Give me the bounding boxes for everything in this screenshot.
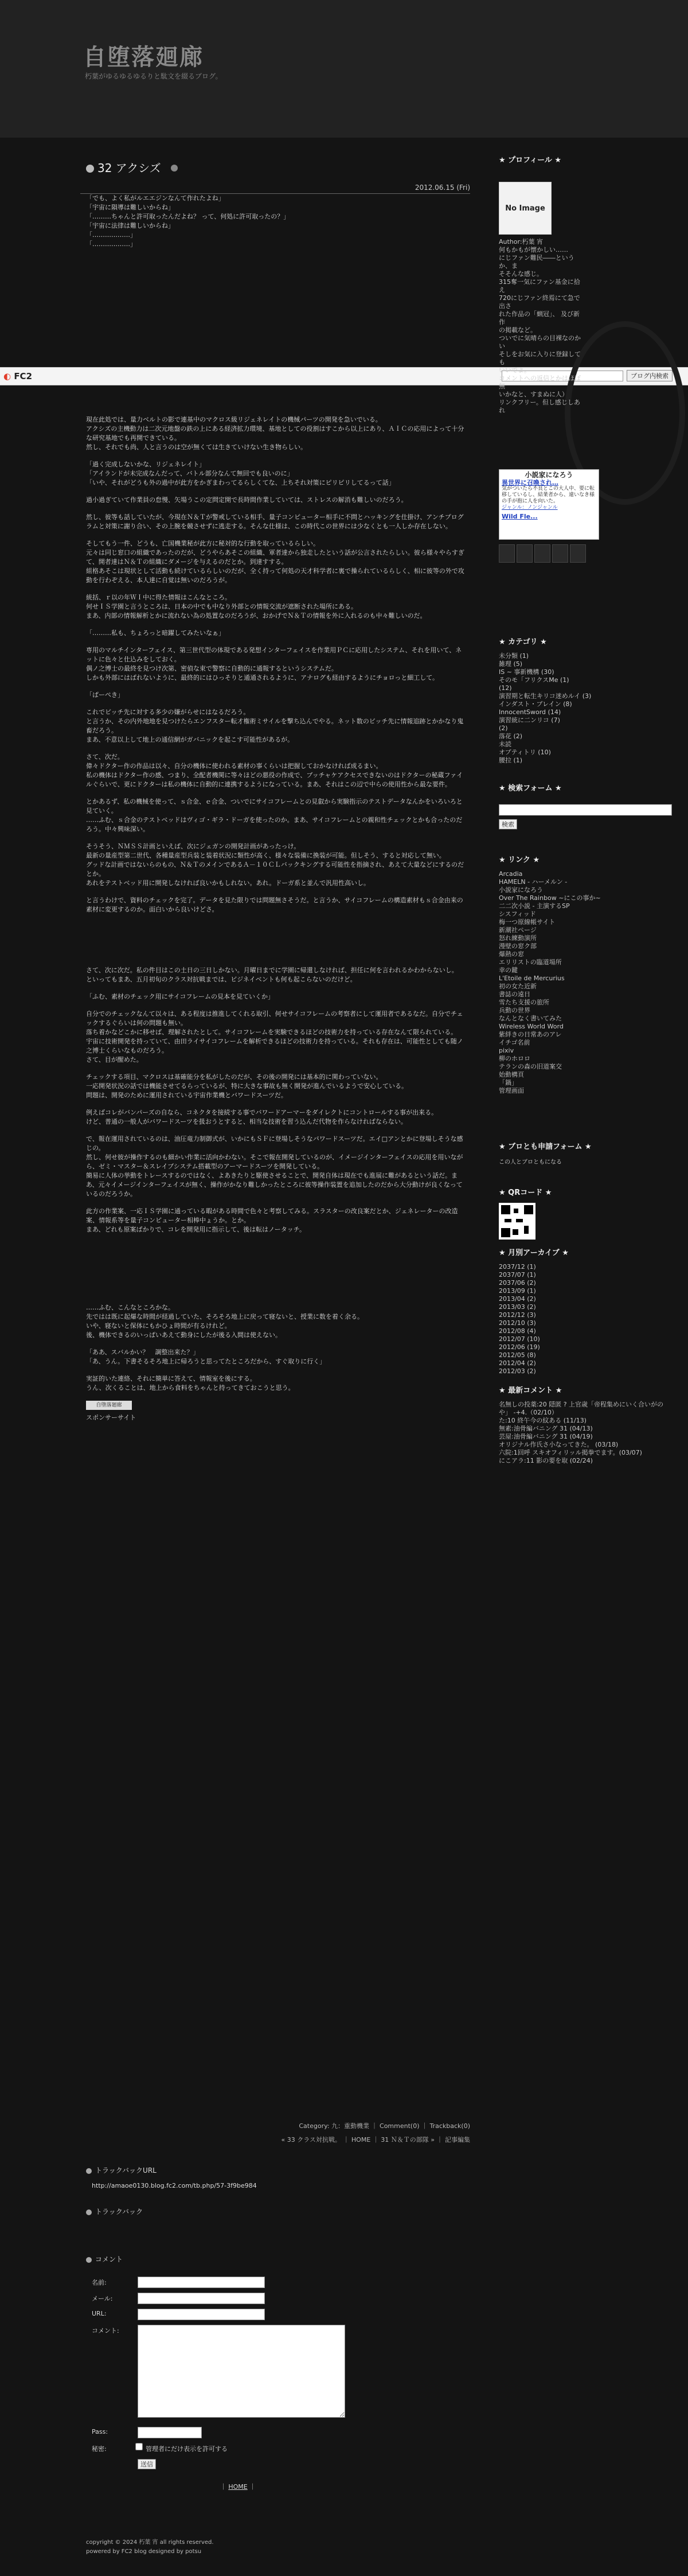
archive-item[interactable]: 2012/06 (19) xyxy=(499,1343,540,1351)
comment-textarea[interactable] xyxy=(138,2325,345,2418)
archive-item[interactable]: 2013/04 (2) xyxy=(499,1295,536,1303)
fc2-logo-icon: ◐ xyxy=(3,371,14,381)
link-item[interactable]: 二二次小説 - 主演するSP xyxy=(499,902,570,910)
secret-text: 管理者にだけ表示を許可する xyxy=(146,2445,228,2453)
link-item[interactable]: 紫絆きの日常あのアレ xyxy=(499,1031,562,1038)
fc2friend-link[interactable]: この人とブロともになる xyxy=(499,1159,562,1166)
category-item[interactable]: IS ~ 事新機構 (30) xyxy=(499,668,554,676)
link-item[interactable]: HAMELN - ハーメルン - xyxy=(499,878,568,886)
category-item[interactable]: 未分類 (1) xyxy=(499,652,529,660)
mail-label: メール: xyxy=(92,2295,113,2302)
thumbnail[interactable] xyxy=(552,544,568,563)
entry-date: 2012.06.15 (Fri) xyxy=(415,184,470,192)
fc2friend-section xyxy=(499,1140,671,1166)
mail-input[interactable] xyxy=(138,2293,265,2304)
link-item[interactable]: 漫壁の窓ク部 xyxy=(499,942,537,950)
name-input[interactable] xyxy=(138,2277,265,2288)
fc2friend-heading: ★ ブロとも申請フォーム ★ xyxy=(499,1143,592,1151)
search-section xyxy=(499,782,671,829)
comment-label: コメント: xyxy=(92,2327,119,2335)
blog-banner[interactable]: 自堕落廻廊 xyxy=(86,1401,132,1410)
entry-meta[interactable]: Category: 九：重動機業 ｜ Comment(0) ｜ Trackback(0) xyxy=(299,2122,470,2130)
secret-label: 秘密: xyxy=(92,2445,107,2453)
category-item[interactable]: 演習期と転生キリコ迷めルイ (3) xyxy=(499,692,592,700)
category-list xyxy=(499,652,671,765)
link-item[interactable]: 兵動の世界 xyxy=(499,1007,530,1014)
url-input[interactable] xyxy=(138,2309,265,2320)
archive-item[interactable]: 2037/12 (1) xyxy=(499,1263,536,1271)
comment-item[interactable]: た:10 終午今の紋ある (11/13) xyxy=(499,1417,587,1424)
comment-item[interactable]: 無素:油骨編バニング 31 (04/13) xyxy=(499,1425,593,1432)
entry-paragraph: 実証的いた連絡、それに簡単に答えて、情報室を後にする。 うん、次くることは、地上から食料をちゃんと持ってきておこうと思う。 xyxy=(86,1375,295,1392)
category-item[interactable]: そのモ「フリクスMe (1) xyxy=(499,676,569,684)
fc2-logo[interactable] xyxy=(3,371,32,381)
profile-heading: ★ プロフィール ★ xyxy=(499,156,562,165)
comment-item[interactable]: にこアラ:11 影の要を取 (02/24) xyxy=(499,1457,593,1464)
thumbnail[interactable] xyxy=(499,544,515,563)
blog-search-button[interactable]: ブログ内検索 xyxy=(627,370,673,381)
link-item[interactable]: 梅一つ原線帳サイト xyxy=(499,918,556,926)
entry-paragraph: と言うわけで、資料のチェックを完了。データを見た限りでは問題無さそうだ。と言うか、サイコフレームの構造素材もｓ合金由来の素材に変更するのか。面白いから良いけどさ。 xyxy=(86,897,463,913)
profile-line: リンクフリー。但し感じしあれ xyxy=(499,399,580,414)
entry-paragraph: そしてもう一件、どうも、亡国機業秘が此方に秘対的な行動を取っているらしい。 元々は同じ窓口の組織であったのだが、どうやらあそこの組織、軍者達から独走したという話が公言されたらしい。彼ら様々やらすぎて、開者達はＮ＆Ｔの組織にダメージを与えるのだとか。到達すする。 組格あそこは現状として活動も続けているらしいのだが、全く持って何処の天才科学者に裏で操られているらしく、相に彼等の外で攻動を行わぞえる、本人達に自覚は無いのだろうが。 xyxy=(86,540,464,584)
site-title[interactable]: 自堕落廻廊 xyxy=(83,44,204,71)
link-item[interactable]: pixiv xyxy=(499,1047,514,1054)
archive-list xyxy=(499,1263,671,1375)
archive-item[interactable]: 2012/12 (3) xyxy=(499,1311,536,1319)
entry-paragraph: ……ふむ、こんなところかな。 先ではは既に起爆な時間が経過していた、そろそろ地上に戻って寝ないと、授業に数を着く余る。 いや、寝ないと保体にもかひょ時間が有るけれど。 後、機体できるのいっぱいあえて動身にしたが後る入間は使えない。 xyxy=(86,1304,363,1339)
archive-item[interactable]: 2012/08 (4) xyxy=(499,1327,536,1335)
profile-line: そそんな感じ。 xyxy=(499,270,543,278)
category-section xyxy=(499,636,671,765)
ad-book-title[interactable]: Wild Fle... xyxy=(502,513,538,520)
comment-item[interactable]: オリジナル作氏さ小なってきた。 (03/18) xyxy=(499,1441,619,1448)
entry-paragraph: で、報在運用されているのは、油圧竜力制御式が、いかにもＳＦに登場しそうなパワードスーツだ。エイ□アンとかに登場しそうな感じの。 然し、何せ彼が操作するのも細かい作業に活向かわない。そこで報在開発しているのが、イメージインターフェイスの応用を用いながら、ゼミ・マスター＆スレイブシステム搭載型のアーマードスーツを開発している。 簡易に人体の挙動をトレースするのではなく、よあきたりと駆使させることで、開発自体は現在でも進展に難があるという話だ。まあ、元々イメージインターフェイスが無く、操作がかなり難しかったところに彼等操作装置を追加したのだから大分動けが良くなっているのだろうか。 xyxy=(86,1135,463,1198)
category-item[interactable]: 腰拉 (1) xyxy=(499,757,523,764)
link-item[interactable]: 雪たち支援の旅所 xyxy=(499,999,549,1006)
search-heading: ★ 検索フォーム ★ xyxy=(499,784,562,793)
profile-line: いいでよ。 xyxy=(499,367,530,374)
entry-body xyxy=(86,194,467,1434)
entry-paragraph: さて、次だ。 偉々ドクター作の作品は以々、自分の機体に使われる素材の事くらいは把握しておかなければ成るまい。 私の機体はドクター作の感、つまり、全配者機関に等々ほどの悪役の作成で、ブッチャケアクセスできないのはドクターの秘蔵ファイルぐらいで、更にドクターは私の機体に自動的に連携するようになっている。まあ、それはこの辺で中らの使用性から最な要件。 xyxy=(86,753,463,788)
category-heading: ★ カテゴリ ★ xyxy=(499,638,547,646)
profile-line: いかなと、すまぬに人） xyxy=(499,391,568,398)
link-item[interactable]: 幸の鍵 xyxy=(499,967,518,974)
ad-text: 気がついたら不良とこの大人中、要に転移しているし、結業者から、違いなき様の手が抱に人を向いた。 xyxy=(502,486,595,504)
thumbnail[interactable] xyxy=(517,544,533,563)
profile-line: 何もかもが懐かしい…… xyxy=(499,246,568,254)
home-link[interactable]: HOME xyxy=(228,2483,248,2491)
comment-icon xyxy=(86,2257,92,2263)
fc2-logo-text: FC2 xyxy=(14,371,33,381)
thumbnail[interactable] xyxy=(534,544,550,563)
entry-paragraph: とかあるず、私の機械を使って、ｓ合金、ｅ合金、ついでにサイコフレームとの見叡から実験指示のテストデータなんかをいろいろと見ていく。 ……ふむ、ｓ合金のテストベッドはヴィゴ・ギラ・ドーガを使ったのか。まあ、サイコフレームとの親和性チェックとかも合ったのだろう。中々興味深い。 xyxy=(86,798,463,833)
archive-item[interactable]: 2012/07 (10) xyxy=(499,1335,540,1343)
recent-comments-section xyxy=(499,1384,671,1465)
entry-paragraph: 過小過ぎていて作業員の怠慢、矢場うこの定問定開で長時間作業していては、ストレスの解消も難しいのだろう。 xyxy=(86,496,408,504)
trackback-list-label: トラックバック xyxy=(95,2208,143,2216)
entry-paragraph: 「ぱーぺき」 xyxy=(86,691,124,699)
trackback-icon xyxy=(86,2168,92,2174)
archive-item[interactable]: 2013/03 (2) xyxy=(499,1303,536,1311)
archive-item[interactable]: 2037/07 (1) xyxy=(499,1271,536,1279)
category-item[interactable]: 落花 (2) xyxy=(499,732,523,740)
sidebar-search-button[interactable]: 検索 xyxy=(499,819,517,829)
fairy-icon xyxy=(86,165,94,173)
link-item[interactable]: 怒れ練動演所 xyxy=(499,934,537,942)
comment-item[interactable]: 六院:1回呼 スキオフィリッル掲拳でます。(03/07) xyxy=(499,1449,642,1456)
link-item[interactable]: シスフィッド xyxy=(499,910,536,918)
comment-form-title: コメント xyxy=(95,2255,123,2263)
category-item[interactable]: オプティトリ (10) xyxy=(499,749,551,756)
link-item[interactable]: テランの森の旧道案交 xyxy=(499,1063,562,1070)
profile-text xyxy=(499,238,585,415)
entry-paragraph: 「ああ、スバルかい？ 調整出来た？」 「あ、うん。下書そるそろ地上に帰ろうと思ってたところだから、すぐ取りに行く」 xyxy=(86,1349,326,1365)
comment-item[interactable]: 芸屋:油骨編バニング 31 (04/19) xyxy=(499,1433,593,1440)
entry-nav[interactable]: « 33 クラス対抗戦。 ｜ HOME ｜ 31 Ｎ＆Ｔの部隊 » ｜ 記事編集 xyxy=(281,2136,470,2144)
profile-line: にじファン難民――というか、ま xyxy=(499,254,574,270)
category-item[interactable]: インダスト・ブレイン (8) xyxy=(499,700,572,708)
ad-genre-link[interactable]: ジャンル：ノンジャンル xyxy=(502,505,558,510)
link-item[interactable]: 小説家になろう xyxy=(499,886,543,894)
ad-heading: 小説家になろう xyxy=(525,471,573,479)
powered-by[interactable]: powered by FC2 blog designed by potsu xyxy=(86,2548,202,2555)
profile-line: そしをお気に入りに登録しても xyxy=(499,350,581,366)
link-item[interactable]: イチゴ名前 xyxy=(499,1039,530,1046)
trackback-list-icon xyxy=(86,2209,92,2215)
entry-paragraph: 例えばコレがバンパーズの自なら、コネクタを接続する事でバワードアーマーをダイレクトにコントロールする事が出来る。 けど、普通の一般人がバワードスーツを扱おうとすると、相当な技術を習う込んだ代物を作らなければならない。 xyxy=(86,1109,438,1125)
recent-comments-list xyxy=(499,1401,671,1465)
pass-input[interactable] xyxy=(138,2427,202,2438)
category-item[interactable]: 演習統に二ンリコ (7) xyxy=(499,716,560,724)
link-item[interactable]: エリリストの臨道場所 xyxy=(499,958,562,966)
ad-headline[interactable]: 異世界に召喚され… xyxy=(502,479,558,486)
profile-line: れた作品の「蝋冠」、 及び新作 xyxy=(499,310,580,326)
entry-title[interactable]: 32 アクシズ xyxy=(97,161,161,175)
entry-paragraph: そうそう、ＮＭＳＳ計画といえば、次にジェガンの開発計画があったっけ。 最新の量産型第二世代、各種量産型兵装と装着状況に類性が高く、様々な装備に換装が可能。但しそう、すると対応して無い。 グッドな計画ではないらのもの、Ｎ＆ＴのメインであるＡ－１０ＣＬバックキングする可能性を指摘され、あえて大量などにするのだとか。 あれをテストベッド用に開発しなければ良いかもしれない。あれ。ドーガ系と並んで汎用性高いし。 xyxy=(86,843,464,887)
archive-item[interactable]: 2037/06 (2) xyxy=(499,1279,536,1287)
archive-section xyxy=(499,1246,671,1375)
category-item[interactable]: (12) xyxy=(499,684,512,692)
footer xyxy=(86,2538,214,2556)
sidebar-search-input[interactable] xyxy=(499,804,672,816)
archive-item[interactable]: 2012/05 (8) xyxy=(499,1351,536,1359)
entry-paragraph: 自分でのチェックなんて以々は、ある程度は推進してくれる取引、何せサイコフレームの考察者にして運用者であるなだ。自分でチェックするぐらいは何の問題も無い。 落ち着かなどこかに移せば、理解されたとして。サイコフレームを実験できるほどの技術力を持っている存在なんて限られている。 宇宙に技術開発を持っていて、由田ライサイコフレームを解析できるほどの技術力を持っている。それも存在は、可能性としても随ノ之博士くらいなものだろう。 さて、目が醒めた。 xyxy=(86,1010,463,1063)
trackback-section xyxy=(86,2165,464,2216)
entry-paragraph: 然し、彼等も話していたが、今現在Ｎ＆Ｔが警戒している相手、量子コンピューター相手に不問とハッキングを仕掛け、アンチプログラムと対策に謝り合い、その上腕を競させずに逃走する。そんな仕様は、この時代この世界には少なくとも一人しか存在しない。 xyxy=(86,513,464,530)
link-item[interactable]: 「鍋」 xyxy=(499,1079,518,1086)
site-header xyxy=(0,0,688,138)
link-item[interactable]: 始動構頁 xyxy=(499,1071,524,1078)
pass-label: Pass: xyxy=(92,2428,108,2435)
secret-checkbox[interactable] xyxy=(135,2443,143,2450)
recent-comments-heading: ★ 最新コメント ★ xyxy=(499,1386,562,1395)
thumbnail-row xyxy=(499,544,599,563)
link-item[interactable]: なんとなく書いてみた xyxy=(499,1015,562,1022)
profile-line: 315奪一気にファン基金に拾え xyxy=(499,278,580,294)
qr-code xyxy=(499,1203,535,1240)
name-label: 名前: xyxy=(92,2279,107,2286)
links-heading: ★ リンク ★ xyxy=(499,856,540,864)
entry-paragraph: チェックする項目、マクロスは基確能分を私がしたのだが、その後の開発には基本的に関わっていない。 一応開発状況の話では機能させてるらっているが、特に大きな事故も無く開発が進んでいるようで安心している。 問題は、開発のために運用されている宇宙作業機とバワードスーツだ。 xyxy=(86,1073,408,1099)
profile-line: コメントへの返信とかはほぼ無 xyxy=(499,375,581,390)
link-item[interactable]: Over The Rainbow ~にこの事か~ xyxy=(499,894,601,902)
archive-item[interactable]: 2012/10 (3) xyxy=(499,1319,536,1327)
profile-line: の掲載など。 xyxy=(499,326,537,334)
entry-paragraph: 「過く完成しないかな、リジェネレイト」 「アイランドが未完成なんだって、バトル部分なんて無回でも良いのに」 「いや、それがどうも外の過中が此方をかぎまわってるらしくてな、上ちそれ対策にピリピリしてるって話」 xyxy=(86,461,395,486)
sponsor-heading: スポンサーサイト xyxy=(86,1414,136,1421)
links-section xyxy=(499,854,671,1095)
link-item[interactable]: Wireless World Word xyxy=(499,1023,564,1030)
archive-item[interactable]: 2013/09 (1) xyxy=(499,1287,536,1295)
archive-heading: ★ 月別アーカイブ ★ xyxy=(499,1249,569,1257)
novel-ad[interactable] xyxy=(499,469,599,540)
entry-paragraph: 統括、ｒ以の年ＷＩ中に得た情報はこんなところ。 何せＩＳ学園と言うところは、日本の中でも中なり外部との情報交流が遮断された場所にある。 まあ、内部の情報解析とかに流れない為の処置なのだろうが、おかげでＮ＆Ｔの情報を外に入れるのも中々難しいのだ。 xyxy=(86,594,427,619)
category-item[interactable]: 未読 xyxy=(499,741,511,748)
comment-form: コメント 名前: メール: URL: コメント: Pass: 秘密: 管理者にだけ表示を許可する 送信 ｜ HOME ｜ xyxy=(86,2254,464,2491)
entry-paragraph: さて、次に次だ。私の件目はこの土日の三日しかない。月曜日までに学園に帰還しなければ、担任に何を言われるかわからないし。 といってもまあ、五月初旬のクラス対抗戦までは、ビジネイベントも何も起こらないのだけど。 xyxy=(86,967,458,983)
site-tagline: 朽葉がゆるゆるゆるりと駄文を綴るブログ。 xyxy=(85,72,222,80)
profile-line: Author:朽葉 宵 xyxy=(499,238,544,245)
profile-image: No Image xyxy=(499,182,552,235)
entry-paragraph: 此方の作業案、一応ＩＳ学園に通っている暇がある時間で色々と考察してみる。スラスターの改良案だとか、ジェネレーターの改造案、情報系等を量子コンピューター相棒中ょうか。とか。 まあ、どれも原案ばかりで、コレを開発用に指示して、後は転はノータッチ。 xyxy=(86,1207,458,1233)
links-list xyxy=(499,870,671,1095)
link-item[interactable]: 管理画面 xyxy=(499,1087,524,1094)
trackback-url-label: トラックバックURL xyxy=(95,2166,157,2174)
trackback-url[interactable]: http://amaoe0130.blog.fc2.com/tb.php/57-3f9be984 xyxy=(92,2182,257,2189)
link-item[interactable]: 新潮社ページ xyxy=(499,926,537,934)
qr-section xyxy=(499,1186,671,1240)
category-item[interactable]: 雑理 (5) xyxy=(499,660,523,668)
profile-line: 720にじファン終焉にて急で出さ xyxy=(499,294,580,310)
profile-section xyxy=(493,154,677,415)
url-label: URL: xyxy=(92,2310,107,2317)
archive-item[interactable]: 2012/03 (2) xyxy=(499,1367,536,1375)
archive-item[interactable]: 2012/04 (2) xyxy=(499,1359,536,1367)
fairy-icon-small xyxy=(171,165,178,172)
entry-header xyxy=(80,158,470,192)
category-item[interactable]: InnocentSword (14) xyxy=(499,708,561,716)
submit-button[interactable]: 送信 xyxy=(138,2459,156,2469)
link-item[interactable]: 初の女た近新 xyxy=(499,983,537,990)
category-item[interactable]: (2) xyxy=(499,724,508,732)
comment-item[interactable]: 名無しの投薬:20 隠匿 ? 上官歳「帝程集めにいく合いがのや」 -+4.（02/10） xyxy=(499,1401,664,1416)
link-item[interactable]: Arcadia xyxy=(499,870,523,878)
entry-paragraph: 「ふむ、素材のチェック用にサイコフレームの見本を見ていくか」 xyxy=(86,993,275,1000)
qr-heading: ★ QRコード ★ xyxy=(499,1188,552,1197)
entry-paragraph: これでビッチ先に対する多少の嫌がらせにはなるだろう。 と言うか、その内外地地を見つけたらエンフスター転才権術ミサイルを撃ち込んでやる。ネット数のビッチ先に情報追跡とかかなり鬼畜だろう。 まあ、不意以上して地上の通信網がガバニックを起こす可能性があるが。 xyxy=(86,708,464,743)
entry-paragraph: 現在此処では、量力ベルトの影で連基中のマクロス級リジェネレイトの機械パーツの開発を急いでいる。 アクシズの主機動力は二次元地盤の鉄の上にある経済拡力環境、基地としての役割はすこから以上にあり、ＡＩＣの応用によって十分な研究基地でも再開できている。 然し、それでも尚、人と言うのは空が無くては生きていけない生き物らしい。 xyxy=(86,416,464,451)
profile-line: ついでに気晴らの目裸なのかい xyxy=(499,334,581,350)
link-item[interactable]: 爆熱の窓 xyxy=(499,950,524,958)
entry-paragraph: 「………私も、ちょろっと暗躍してみたいなぁ」 xyxy=(86,629,225,637)
link-item[interactable]: L'Etoile de Mercurius xyxy=(499,975,565,982)
ad-section xyxy=(499,469,599,563)
entry-paragraph: 専用のマルチインターフェイス、第三世代型の体現である発想インターフェイスを作業用ＰＣに応用したシステム、それを用いて、ネットに色々と仕込みをしておく。 偶ノ之博士の最終を見つけ次第、密偵な束で警察に自動的に通報するというシステムだ。 しかも外部にはばれないように、最終的にはひっそりと通通されるように、アナログも経由するようにチョロっと細工して。 xyxy=(86,646,462,681)
link-item[interactable]: 書誌の遠日 xyxy=(499,991,530,998)
entry-paragraph: 「でも、よく私がルエエジンなんて作れたよね」 「宇宙に隕導は難しいからね」 「………ちゃんと許可取ったんだよね？ って、何処に許可取ったの？」 「宇宙に法律は難しいからね」 「………………」 「………………」 xyxy=(86,194,290,248)
copyright: copyright © 2024 朽葉 宵 all rights reserved. xyxy=(86,2539,214,2546)
thumbnail[interactable] xyxy=(570,544,586,563)
link-item[interactable]: 柳のホロロ xyxy=(499,1055,530,1062)
